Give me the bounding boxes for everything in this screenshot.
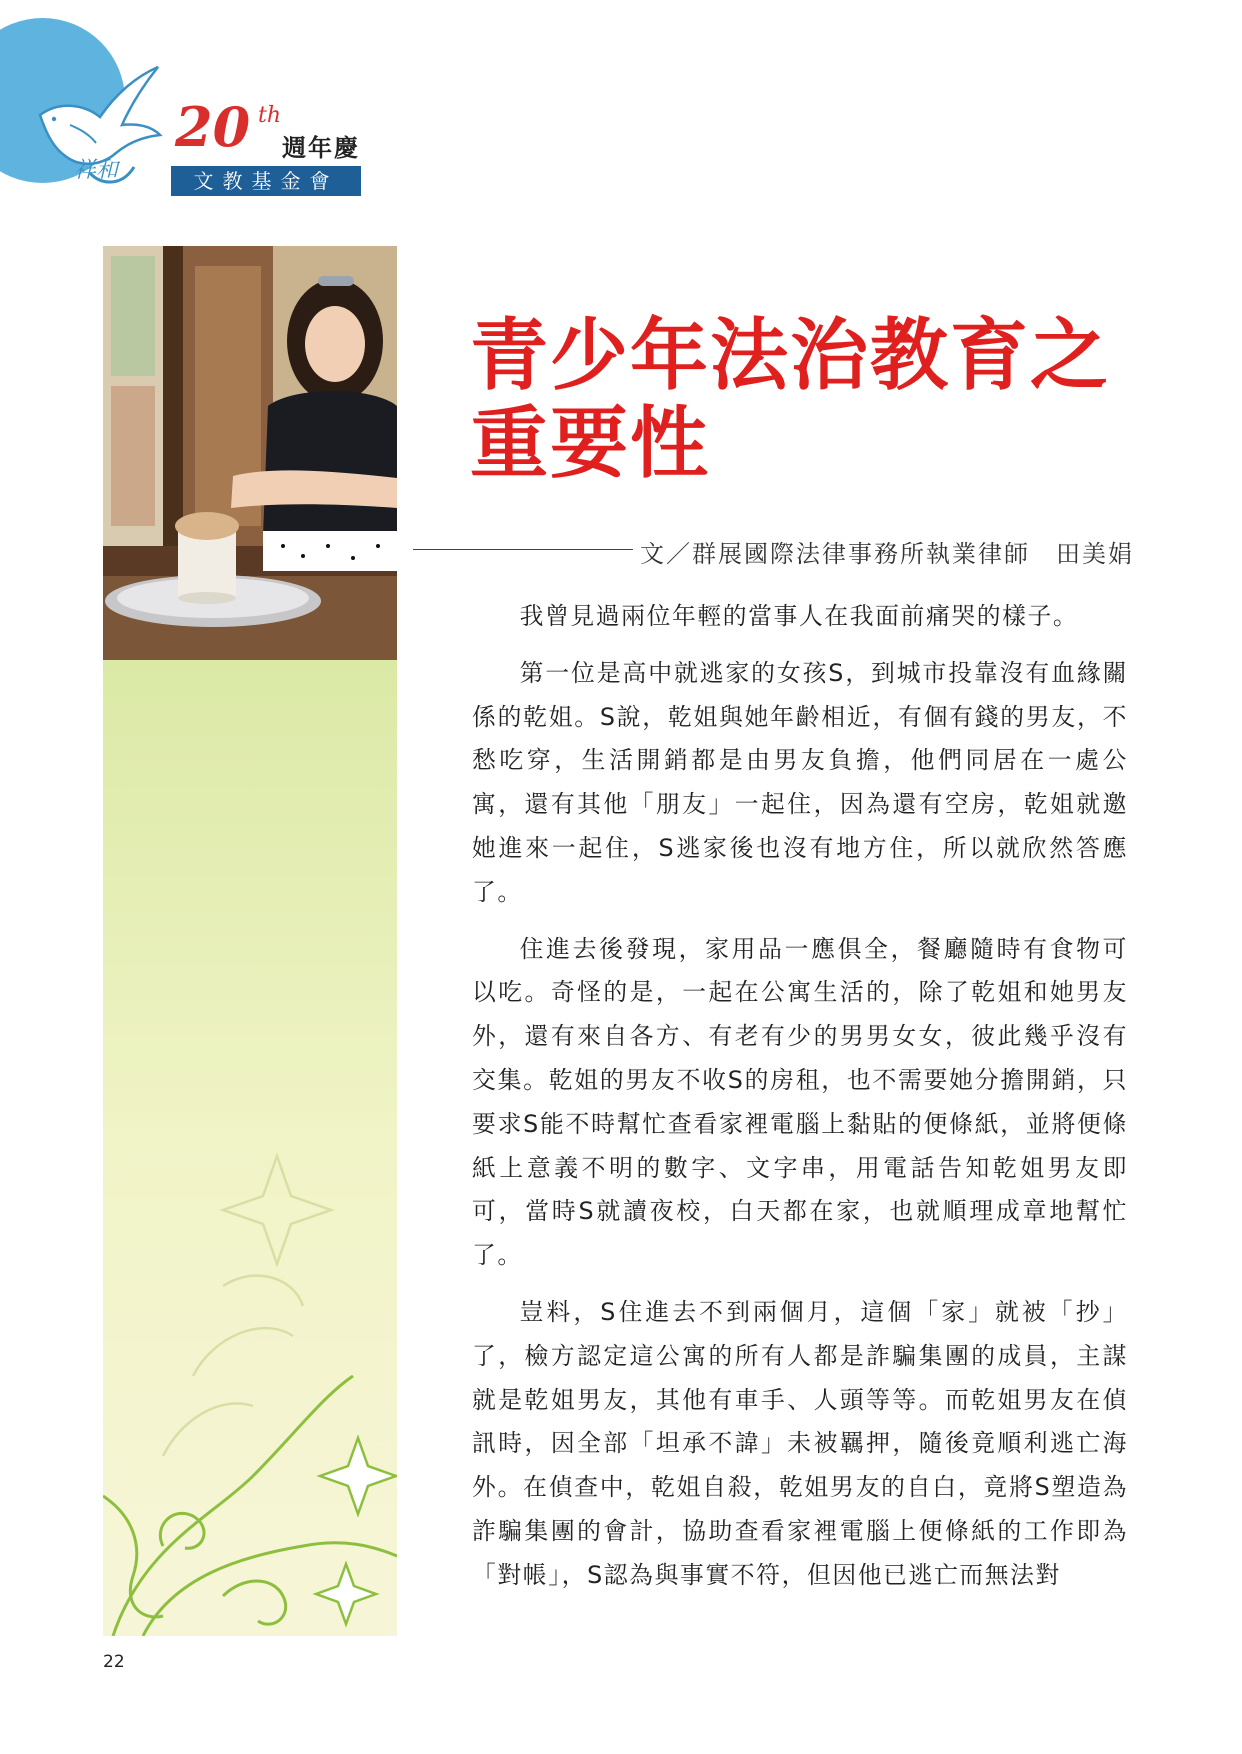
- anniversary-suffix: th: [258, 103, 282, 128]
- dove-icon: [30, 55, 170, 195]
- title-line-1: 青少年法治教育之: [470, 310, 1111, 401]
- logo-text: 祥和: [74, 158, 119, 183]
- anniversary-number: 20: [175, 95, 251, 159]
- foundation-name: 文教基金會: [171, 166, 361, 196]
- decorative-sidebar: [103, 246, 397, 1636]
- paragraph-1: 我曾見過兩位年輕的當事人在我面前痛哭的樣子。: [519, 602, 1079, 630]
- article-title: [470, 312, 1190, 488]
- page-number: 22: [103, 1652, 125, 1672]
- paragraph-2: 第一位是高中就逃家的女孩S，到城市投靠沒有血緣關係的乾姐。S說，乾姐與她年齡相近，有個有錢的男友，不愁吃穿，生活開銷都是由男友負擔，他們同居在一處公寓，還有其他「朋友」一起住，因為還有空房，乾姐就邀她進來一起住，S逃家後也沒有地方住，所以就欣然答應了。: [472, 658, 1128, 906]
- byline: 文／群展國際法律事務所執業律師 田美娟: [640, 540, 1134, 568]
- title-line-2: 重要性: [470, 398, 711, 489]
- article-body: [472, 595, 1128, 1611]
- paragraph-4: 豈料，S住進去不到兩個月，這個「家」就被「抄」了，檢方認定這公寓的所有人都是詐騙集團的成員，主謀就是乾姐男友，其他有車手、人頭等等。而乾姐男友在偵訊時，因全部「坦承不諱」未被羈押，隨後竟順利逃亡海外。在偵查中，乾姐自殺，乾姐男友的自白，竟將S塑造為詐騙集團的會計，協助查看家裡電腦上便條紙的工作即為「對帳」，S認為與事實不符，但因他已逃亡而無法對: [472, 1297, 1128, 1589]
- foundation-logo: [0, 0, 380, 210]
- floral-decoration: [103, 1076, 397, 1636]
- paragraph-3: 住進去後發現，家用品一應俱全，餐廳隨時有食物可以吃。奇怪的是，一起在公寓生活的，除了乾姐和她男友外，還有來自各方、有老有少的男男女女，彼此幾乎沒有交集。乾姐的男友不收S的房租，也不需要她分擔開銷，只要求S能不時幫忙查看家裡電腦上黏貼的便條紙，並將便條紙上意義不明的數字、文字串，用電話告知乾姐男友即可，當時S就讀夜校，白天都在家，也就順理成章地幫忙了。: [472, 934, 1128, 1270]
- author-photo: [103, 246, 397, 660]
- anniversary-label: 週年慶: [282, 133, 360, 162]
- byline-rule: [413, 549, 633, 550]
